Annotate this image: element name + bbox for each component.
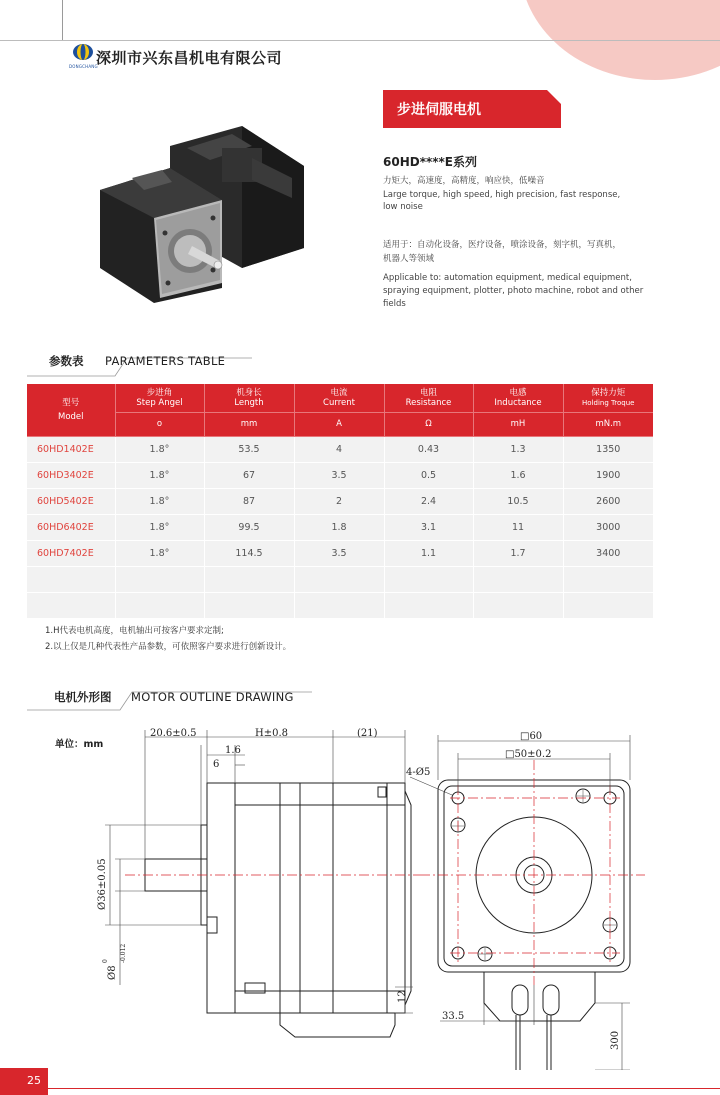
cell-step-angle: 1.8° (115, 462, 204, 488)
dim-shaft-tol-upper: 0 (102, 959, 109, 963)
header-length (204, 384, 294, 412)
cell-resistance: 2.4 (384, 488, 473, 514)
unit-current: A (294, 412, 384, 436)
dim-plate-thickness: 6 (213, 759, 220, 770)
unit-label: 单位：mm (55, 739, 104, 750)
features-cn: 力矩大，高速度，高精度，响应快，低噪音 (383, 176, 545, 186)
drawing-title-cn: 电机外形图 (54, 690, 112, 704)
page-number: 25 (0, 1068, 48, 1095)
table-row-empty (27, 566, 653, 592)
apply-en-line3: fields (383, 299, 406, 309)
banner-title: 步进伺服电机 (397, 102, 481, 118)
cell-holding-torque: 1350 (563, 436, 653, 462)
cell-current: 3.5 (294, 462, 384, 488)
cell-holding-torque: 3000 (563, 514, 653, 540)
header-inductance (473, 384, 563, 412)
dim-body-length: H±0.8 (255, 728, 289, 739)
cell-step-angle: 1.8° (115, 488, 204, 514)
cell-length: 53.5 (204, 436, 294, 462)
header-cn: 步进角 (146, 387, 173, 398)
dim-end-length: (21) (357, 728, 378, 739)
cell-resistance: 0.5 (384, 462, 473, 488)
table-row (27, 436, 653, 462)
apply-cn-line2: 机器人等领域 (383, 254, 435, 264)
table-row (27, 488, 653, 514)
cell-resistance: 1.1 (384, 540, 473, 566)
header-vertical-line (62, 0, 63, 40)
header-en: Inductance (494, 397, 542, 408)
cell-model: 60HD7402E (27, 540, 115, 566)
unit-step-angle: o (115, 412, 204, 436)
header-holding-torque (563, 384, 653, 412)
cell-inductance: 1.7 (473, 540, 563, 566)
features-en-line1: Large torque, high speed, high precision, fast response, (383, 190, 621, 200)
header-cn: 电流 (330, 387, 348, 398)
header-model-en: Model (57, 411, 84, 422)
note-1: 1.H代表电机高度，电机轴出可按客户要求定制; (45, 626, 224, 636)
parameters-table (27, 384, 653, 619)
dim-connector-offset: 33.5 (442, 1011, 465, 1022)
footer-line (48, 1088, 720, 1089)
cell-inductance: 11 (473, 514, 563, 540)
series-title: 60HD****E系列 (383, 155, 478, 169)
cell-empty (27, 592, 115, 618)
cell-current: 4 (294, 436, 384, 462)
cell-empty (473, 566, 563, 592)
cell-step-angle: 1.8° (115, 436, 204, 462)
apply-en-line2: spraying equipment, plotter, photo machine, robot and other (383, 286, 644, 296)
dim-shaft-tol-lower: -0.012 (120, 943, 127, 963)
product-banner (383, 90, 561, 128)
header-current (294, 384, 384, 412)
cell-empty (294, 592, 384, 618)
table-unit-row (27, 412, 653, 436)
cell-empty (204, 592, 294, 618)
unit-holding-torque: mN.m (563, 412, 653, 436)
cell-resistance: 3.1 (384, 514, 473, 540)
cell-empty (204, 566, 294, 592)
dim-boss-diameter: Ø36±0.05 (97, 858, 108, 910)
cell-length: 99.5 (204, 514, 294, 540)
features-en-line2: low noise (383, 202, 423, 212)
header-cn: 电感 (509, 387, 527, 398)
cell-length: 67 (204, 462, 294, 488)
company-name: 深圳市兴东昌机电有限公司 (96, 49, 283, 67)
cell-model: 60HD1402E (27, 436, 115, 462)
header-en: Step Angel (136, 397, 183, 408)
cell-holding-torque: 1900 (563, 462, 653, 488)
params-title-cn: 参数表 (49, 354, 84, 368)
drawing-title-en: MOTOR OUTLINE DRAWING (131, 690, 294, 704)
table-row (27, 514, 653, 540)
cell-holding-torque: 3400 (563, 540, 653, 566)
cell-model: 60HD5402E (27, 488, 115, 514)
motor-photo (92, 118, 337, 303)
cell-empty (563, 592, 653, 618)
banner-fold (547, 90, 561, 104)
cell-empty (115, 592, 204, 618)
cell-empty (294, 566, 384, 592)
logo-subtext: DONGCHANG (69, 64, 98, 69)
header-step-angle (115, 384, 204, 412)
params-title-en: PARAMETERS TABLE (105, 354, 226, 368)
dim-hole-diameter: 4-Ø5 (406, 767, 431, 778)
apply-cn-line1: 适用于：自动化设备，医疗设备，喷涂设备，刻字机，写真机， (383, 240, 622, 250)
table-header-row (27, 384, 653, 412)
table-row (27, 540, 653, 566)
header-resistance (384, 384, 473, 412)
unit-length: mm (204, 412, 294, 436)
dim-lead-length: 300 (610, 1030, 621, 1050)
note-2: 2.以上仅是几种代表性产品参数，可依照客户要求进行创新设计。 (45, 642, 292, 652)
side-view-drawing (95, 725, 425, 1065)
header-en: Resistance (405, 397, 452, 408)
dim-shaft-diameter: Ø8 (107, 965, 118, 980)
unit-resistance: Ω (384, 412, 473, 436)
header-cn: 保持力矩 (591, 387, 626, 398)
cell-holding-torque: 2600 (563, 488, 653, 514)
header-cn: 机身长 (236, 387, 262, 398)
cell-empty (563, 566, 653, 592)
cell-empty (384, 592, 473, 618)
dim-shaft-length: 20.6±0.5 (150, 728, 197, 739)
cell-inductance: 1.6 (473, 462, 563, 488)
header-en: Length (234, 397, 264, 408)
cell-step-angle: 1.8° (115, 540, 204, 566)
header-model (27, 384, 115, 436)
apply-en-line1: Applicable to: automation equipment, medical equipment, (383, 273, 632, 283)
dim-flange-size: □60 (520, 731, 543, 742)
header-en: Holding Troque (582, 398, 635, 407)
cell-model: 60HD6402E (27, 514, 115, 540)
unit-inductance: mH (473, 412, 563, 436)
dim-hole-pitch: □50±0.2 (505, 749, 552, 760)
table-row-empty (27, 592, 653, 618)
header-cn: 电阻 (419, 387, 437, 398)
cell-empty (27, 566, 115, 592)
front-view-drawing (400, 725, 645, 1070)
cell-model: 60HD3402E (27, 462, 115, 488)
cell-current: 2 (294, 488, 384, 514)
header-en: Current (323, 397, 355, 408)
company-logo (72, 43, 94, 61)
cell-current: 1.8 (294, 514, 384, 540)
table-row (27, 462, 653, 488)
cell-length: 87 (204, 488, 294, 514)
cell-empty (473, 592, 563, 618)
cell-empty (384, 566, 473, 592)
cell-current: 3.5 (294, 540, 384, 566)
cell-resistance: 0.43 (384, 436, 473, 462)
dim-boss-depth: 1.6 (225, 745, 241, 756)
cell-inductance: 1.3 (473, 436, 563, 462)
cell-inductance: 10.5 (473, 488, 563, 514)
header-horizontal-line (0, 40, 720, 41)
cell-length: 114.5 (204, 540, 294, 566)
cell-empty (115, 566, 204, 592)
header-model-cn: 型号 (62, 397, 80, 408)
dim-connector-height: 12 (397, 990, 408, 1003)
cell-step-angle: 1.8° (115, 514, 204, 540)
